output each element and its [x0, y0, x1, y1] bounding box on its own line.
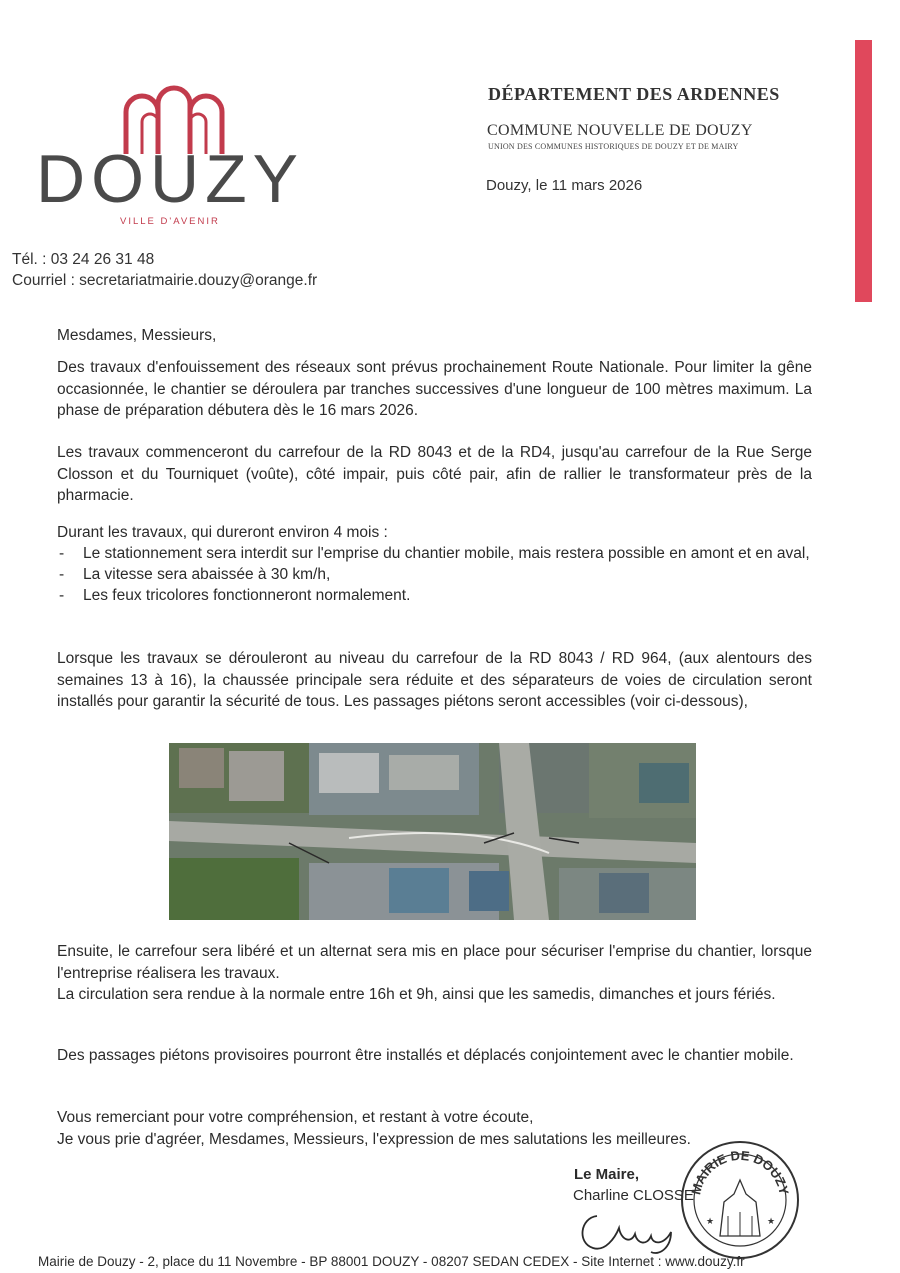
- department-heading: DÉPARTEMENT DES ARDENNES: [488, 84, 780, 104]
- logo-tagline: VILLE D'AVENIR: [120, 216, 220, 227]
- paragraph-2: Les travaux commenceront du carrefour de la RD 8043 et de la RD4, jusqu'au carrefour de la Rue Serge Closson et du Tourniquet (voûte), côté impair, puis côté pair, afin de rallier le transformateur près de la pharmacie.: [57, 444, 812, 504]
- svg-text:★: ★: [706, 1216, 715, 1226]
- list-item: - Le stationnement sera interdit sur l'emprise du chantier mobile, mais restera possible en amont et en aval,: [59, 545, 810, 562]
- svg-text:★: ★: [767, 1216, 776, 1226]
- paragraph-4: Lorsque les travaux se dérouleront au niveau du carrefour de la RD 8043 / RD 964, (aux alentours des semaines 13 à 16), la chaussée principale sera réduite et des séparateurs de voies de circulation seront installés pour garantir la sécurité de tous. Les passages piétons seront accessibles (voir ci-dessous),: [57, 650, 812, 710]
- closing-line-2: Je vous prie d'agréer, Mesdames, Messieurs, l'expression de mes salutations les meilleures.: [57, 1130, 691, 1148]
- salutation: Mesdames, Messieurs,: [57, 327, 217, 344]
- paragraph-5b: La circulation sera rendue à la normale entre 16h et 9h, ainsi que les samedis, dimanches et jours fériés.: [57, 986, 776, 1003]
- official-stamp: [676, 1136, 804, 1264]
- contact-email: Courriel : secretariatmairie.douzy@orange.fr: [12, 272, 318, 289]
- dateline: Douzy, le 11 mars 2026: [486, 177, 643, 194]
- paragraph-5: [57, 941, 812, 1006]
- accent-bar: [855, 40, 872, 302]
- paragraph-5a: Ensuite, le carrefour sera libéré et un alternat sera mis en place pour sécuriser l'emprise du chantier, lorsque l'entreprise réalisera les travaux.: [57, 943, 812, 982]
- contact-phone: Tél. : 03 24 26 31 48: [12, 251, 155, 268]
- union-subheading: UNION DES COMMUNES HISTORIQUES DE DOUZY ET DE MAIRY: [488, 142, 739, 151]
- commune-heading: COMMUNE NOUVELLE DE DOUZY: [487, 122, 753, 139]
- bullet-text: Le stationnement sera interdit sur l'emprise du chantier mobile, mais restera possible en amont et en aval,: [83, 545, 810, 562]
- list-item: - La vitesse sera abaissée à 30 km/h,: [59, 566, 331, 583]
- list-item: - Les feux tricolores fonctionneront normalement.: [59, 587, 411, 604]
- logo-wordmark-text: DOUZY: [36, 141, 304, 217]
- closing-line-1: Vous remerciant pour votre compréhension, et restant à votre écoute,: [57, 1109, 534, 1126]
- paragraph-6: Des passages piétons provisoires pourront être installés et déplacés conjointement avec le chantier mobile.: [57, 1047, 794, 1064]
- paragraph-3: Durant les travaux, qui dureront environ 4 mois :: [57, 524, 388, 541]
- signatory-title: Le Maire,: [574, 1166, 640, 1183]
- bullet-text: La vitesse sera abaissée à 30 km/h,: [83, 566, 331, 583]
- stamp-text-path: MAIRIE DE DOUZY: [688, 1147, 792, 1197]
- logo-wordmark: [36, 136, 306, 218]
- footer-address: Mairie de Douzy - 2, place du 11 Novembre - BP 88001 DOUZY - 08207 SEDAN CEDEX - Site Internet : www.douzy.fr: [38, 1254, 745, 1269]
- aerial-map-image: [169, 743, 696, 920]
- bullet-text: Les feux tricolores fonctionneront normalement.: [83, 587, 411, 604]
- bullet-list: [57, 543, 817, 606]
- paragraph-1: Des travaux d'enfouissement des réseaux sont prévus prochainement Route Nationale. Pour limiter la gêne occasionnée, le chantier se déroulera par tranches successives d'une longueur de 100 mètres maximum. La phase de préparation débutera dès le 16 mars 2026.: [57, 359, 812, 419]
- signatory-name: Charline CLOSSE: [573, 1187, 694, 1204]
